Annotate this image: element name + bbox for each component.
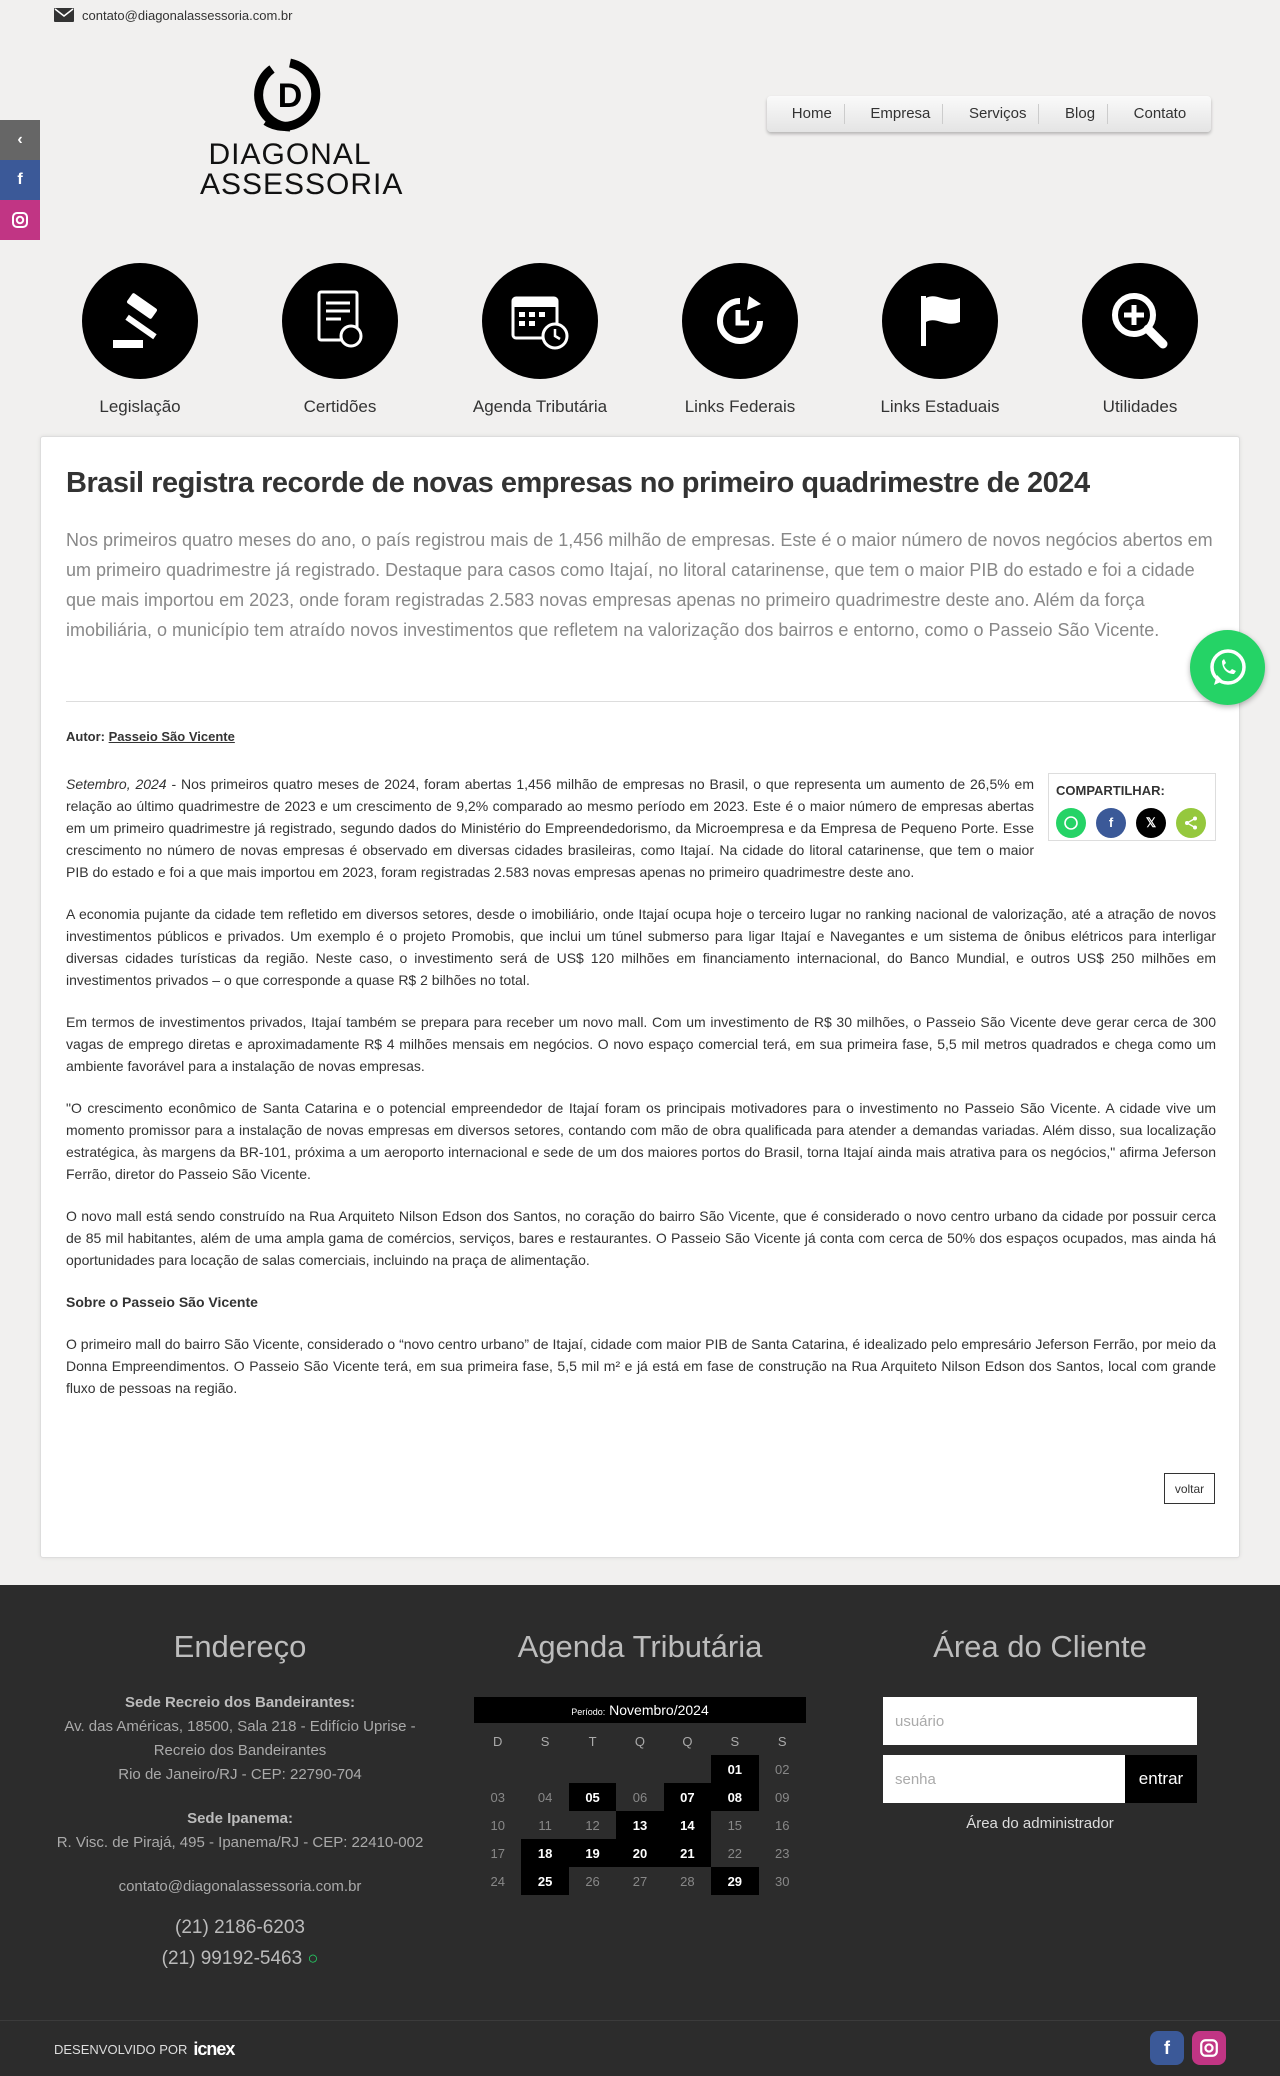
period-label: Período: xyxy=(571,1707,606,1717)
footer-phone-1[interactable]: (21) 2186-6203 xyxy=(175,1917,305,1938)
site-logo[interactable] xyxy=(200,55,404,201)
dev-label: DESENVOLVIDO POR xyxy=(54,2042,188,2057)
whatsapp-share-icon[interactable] xyxy=(1056,808,1086,838)
calendar-day: 04 xyxy=(537,1789,553,1805)
footer-address xyxy=(50,1585,430,1974)
calendar-day: 09 xyxy=(775,1789,790,1805)
quick-link-label: Links Estaduais xyxy=(880,397,1000,416)
calendar-day: 17 xyxy=(490,1845,505,1861)
paragraph: "O crescimento econômico de Santa Catarina e o potencial empreendedor de Itajaí foram os principais motivadores para o investimento no Passeio São Vicente. A cidade vive um momento promissor para a instalação de novas empresas em diversos setores, contando com mão de obra qualificada para atender a demandas variadas. Além disso, sua localização estratégica, às margens da BR-101, próxima a um aeroporto internacional e sede de um dos maiores portos do Brasil, torna Itajaí ainda mais atrativa para os negócios," afirma Jeferson Ferrão, diretor do Passeio São Vicente. xyxy=(66,1100,1216,1182)
gavel-icon xyxy=(105,286,175,356)
topbar-email[interactable]: contato@diagonalassessoria.com.br xyxy=(82,7,293,23)
clock-refresh-icon xyxy=(705,286,775,356)
sede1-line: Recreio dos Bandeirantes xyxy=(153,1742,327,1759)
calendar-day: 26 xyxy=(585,1873,600,1889)
facebook-share-icon[interactable]: f xyxy=(1096,808,1126,838)
calendar-weekday: Q xyxy=(682,1733,693,1749)
whatsapp-icon[interactable]: ○ xyxy=(307,1948,319,1968)
calendar-day-due[interactable]: 08 xyxy=(711,1783,758,1811)
password-input[interactable]: senha xyxy=(883,1755,1125,1803)
nav-blog[interactable]: Blog xyxy=(1053,104,1108,124)
login-button[interactable]: entrar xyxy=(1125,1755,1197,1803)
footer xyxy=(0,1585,1280,2020)
calendar-clock-icon xyxy=(505,286,575,356)
calendar-day: 10 xyxy=(490,1817,505,1833)
sede2-label: Sede Ipanema: xyxy=(187,1810,293,1827)
calendar-day-due[interactable]: 01 xyxy=(711,1755,758,1783)
developer-credit xyxy=(54,2039,234,2060)
nav-home[interactable]: Home xyxy=(780,104,845,124)
calendar-weekday: D xyxy=(493,1733,503,1749)
calendar-weekday: T xyxy=(588,1733,597,1749)
side-social-bar xyxy=(0,120,40,240)
username-input[interactable]: usuário xyxy=(883,1697,1197,1745)
share-icon[interactable] xyxy=(1176,808,1206,838)
chevron-left-icon[interactable]: ‹ xyxy=(0,120,40,160)
calendar-day: 11 xyxy=(538,1817,552,1833)
calendar-day-due[interactable]: 18 xyxy=(521,1839,568,1867)
author-link[interactable]: Passeio São Vicente xyxy=(108,729,235,744)
quick-link-label: Certidões xyxy=(303,397,377,416)
article-date: Setembro, 2024 xyxy=(66,776,167,792)
sede1-line: Rio de Janeiro/RJ - CEP: 22790-704 xyxy=(118,1766,362,1783)
share-box xyxy=(1048,773,1216,841)
sede1-label: Sede Recreio dos Bandeirantes: xyxy=(124,1694,356,1711)
calendar-day: 15 xyxy=(727,1817,743,1833)
quick-link-certidoes[interactable] xyxy=(240,263,440,417)
instagram-icon[interactable] xyxy=(0,200,40,240)
calendar-day: 03 xyxy=(490,1789,505,1805)
calendar-day: 16 xyxy=(775,1817,790,1833)
footer-address-title: Endereço xyxy=(173,1629,307,1664)
sede2-line: R. Visc. de Pirajá, 495 - Ipanema/RJ - CEP: 22410-002 xyxy=(56,1834,424,1851)
quick-link-federais[interactable] xyxy=(640,263,840,417)
calendar-day: 06 xyxy=(632,1789,648,1805)
calendar-day-due[interactable]: 13 xyxy=(616,1811,663,1839)
nav-contato[interactable]: Contato xyxy=(1133,105,1187,122)
calendar-week xyxy=(474,1811,806,1839)
share-label: COMPARTILHAR: xyxy=(1056,783,1165,798)
main-nav xyxy=(767,96,1211,132)
calendar-weekday: S xyxy=(730,1733,740,1749)
article-subtitle: Sobre o Passeio São Vicente xyxy=(66,1294,258,1310)
dev-brand[interactable]: icnex xyxy=(193,2039,235,2059)
nav-empresa[interactable]: Empresa xyxy=(858,104,943,124)
article-body xyxy=(66,773,1216,1419)
calendar-week xyxy=(474,1839,806,1867)
calendar-day: 30 xyxy=(775,1873,790,1889)
quick-link-agenda[interactable] xyxy=(440,263,640,417)
calendar-day: 02 xyxy=(775,1761,790,1777)
divider xyxy=(66,701,1216,702)
quick-link-label: Legislação xyxy=(99,397,181,416)
calendar-period: Novembro/2024 xyxy=(609,1702,709,1718)
quick-link-utilidades[interactable] xyxy=(1040,263,1240,417)
bottom-bar xyxy=(0,2020,1280,2076)
calendar-day-due[interactable]: 25 xyxy=(521,1867,568,1895)
calendar-day xyxy=(664,1755,711,1783)
quick-links xyxy=(40,263,1240,423)
footer-agenda xyxy=(474,1585,806,1665)
calendar-day-due[interactable]: 21 xyxy=(664,1839,711,1867)
logo-mark-icon xyxy=(250,55,330,135)
quick-link-estaduais[interactable] xyxy=(840,263,1040,417)
calendar-weekday: S xyxy=(777,1733,787,1749)
calendar-week xyxy=(474,1783,806,1811)
calendar-header xyxy=(474,1697,806,1723)
calendar-day: 27 xyxy=(632,1873,648,1889)
quick-link-legislacao[interactable] xyxy=(40,263,240,417)
quick-link-label: Agenda Tributária xyxy=(472,397,608,416)
footer-social xyxy=(1150,2031,1226,2065)
sede1-line: Av. das Américas, 18500, Sala 218 - Edifício Uprise - xyxy=(64,1718,416,1735)
calendar-day xyxy=(474,1755,521,1783)
admin-link[interactable]: Área do administrador xyxy=(966,1815,1114,1832)
paragraph: A economia pujante da cidade tem refletido em diversos setores, desde o imobiliário, onde Itajaí ocupa hoje o terceiro lugar no ranking nacional de valorização, até a atração de novos investimentos públicos e privados. Um exemplo é o projeto Promobis, que inclui um túnel submerso para ligar Itajaí e Navegantes e um sistema de ônibus elétricos para interligar diversas cidades turísticas da região. Neste caso, o investimento será de US$ 120 milhões em financiamento internacional, do Banco Mundial, e outros US$ 250 milhões em investimentos privados – o que corresponde a quase R$ 2 bilhões no total. xyxy=(66,906,1216,988)
calendar-day xyxy=(569,1755,616,1783)
back-button[interactable]: voltar xyxy=(1164,1473,1215,1504)
whatsapp-float-button[interactable] xyxy=(1190,630,1265,705)
calendar-week xyxy=(474,1867,806,1895)
calendar-day: 12 xyxy=(585,1817,600,1833)
calendar-day: 22 xyxy=(727,1845,743,1861)
calendar-table xyxy=(474,1727,806,1895)
calendar-day: 24 xyxy=(490,1873,505,1889)
quick-link-label: Links Federais xyxy=(684,397,796,416)
calendar-day-due[interactable]: 14 xyxy=(664,1811,711,1839)
quick-link-label: Utilidades xyxy=(1102,397,1178,416)
article-card xyxy=(40,436,1240,1558)
footer-email[interactable]: contato@diagonalassessoria.com.br xyxy=(118,1878,362,1895)
facebook-icon[interactable]: f xyxy=(1150,2031,1184,2065)
certificate-icon xyxy=(305,286,375,356)
calendar-day-due[interactable]: 05 xyxy=(569,1783,616,1811)
footer-client-title: Área do Cliente xyxy=(933,1629,1147,1664)
paragraph: Em termos de investimentos privados, Itajaí também se prepara para receber um novo mall. Com um investimento de R$ 30 milhões, o Passeio São Vicente deve gerar cerca de 300 vagas de emprego diretas e aproximadamente R$ 4 milhões mensais em negócios. O novo espaço comercial terá, em sua primeira fase, 5,5 mil metros quadrados e chega como um ambiente favorável para a instalação de novas empresas. xyxy=(66,1014,1216,1074)
calendar-day: 23 xyxy=(775,1845,790,1861)
tax-calendar xyxy=(474,1697,806,1895)
logo-line-1: DIAGONAL xyxy=(208,138,372,171)
nav-servicos[interactable]: Serviços xyxy=(957,104,1040,124)
logo-letter: D xyxy=(277,77,303,115)
envelope-icon xyxy=(54,8,74,22)
calendar-weekday: Q xyxy=(634,1733,646,1749)
calendar-day-due[interactable]: 20 xyxy=(616,1839,663,1867)
paragraph xyxy=(66,773,1216,883)
calendar-day: 28 xyxy=(680,1873,695,1889)
paragraph: O primeiro mall do bairro São Vicente, considerado o “novo centro urbano” de Itajaí, cidade com maior PIB de Santa Catarina, é idealizado pelo empresário Jeferson Ferrão, por meio da Donna Empreendimentos. O Passeio São Vicente terá, em sua primeira fase, 5,5 mil m² e já está em fase de construção na Rua Arquiteto Nilson Edson dos Santos, local com grande fluxo de pessoas na região. xyxy=(66,1336,1216,1396)
calendar-day xyxy=(616,1755,663,1783)
flag-icon xyxy=(905,286,975,356)
logo-line-2: ASSESSORIA xyxy=(200,168,404,201)
zoom-in-icon xyxy=(1105,286,1175,356)
article-lead: Nos primeiros quatro meses do ano, o país registrou mais de 1,456 milhão de empresas. Este é o maior número de novos negócios abertos em um primeiro quadrimestre já registrado. Destaque para casos como Itajaí, no litoral catarinense, que tem o maior PIB do estado e foi a cidade que mais importou em 2023, onde foram registradas 2.583 novas empresas apenas no primeiro quadrimestre deste ano. Além da força imobiliária, o município tem atraído novos investimentos que refletem na valorização dos bairros e entorno, como o Passeio São Vicente. xyxy=(66,530,1213,640)
footer-client xyxy=(883,1585,1197,1665)
instagram-icon[interactable] xyxy=(1192,2031,1226,2065)
paragraph-text: - Nos primeiros quatro meses de 2024, foram abertas 1,456 milhão de empresas no Brasil, o que representa um aumento de 26,5% em relação ao último quadrimestre de 2023 e um crescimento de 9,2% comparado ao mesmo período em 2023. Este é o maior número de empresas abertas em um primeiro quadrimestre já registrado, segundo dados do Ministério do Empreendedorismo, da Microempresa e da Empresa de Pequeno Porte. Esse crescimento no número de novas empresas é observado em diversas cidades brasileiras, como Itajaí. Na cidade do litoral catarinense, que tem o maior PIB do estado e foi a que mais importou em 2023, foram registradas 2.583 novas empresas apenas no primeiro quadrimestre deste ano. xyxy=(66,776,1034,880)
calendar-day-due[interactable]: 07 xyxy=(664,1783,711,1811)
footer-phone-2[interactable]: (21) 99192-5463 xyxy=(161,1948,303,1969)
calendar-day-due[interactable]: 29 xyxy=(711,1867,758,1895)
calendar-week xyxy=(474,1755,806,1783)
x-share-icon[interactable]: 𝕏 xyxy=(1136,808,1166,838)
footer-agenda-title: Agenda Tributária xyxy=(517,1629,763,1664)
facebook-icon[interactable]: f xyxy=(0,160,40,200)
client-login-form xyxy=(883,1697,1197,1832)
whatsapp-icon xyxy=(1205,645,1251,691)
calendar-day xyxy=(521,1755,568,1783)
paragraph: O novo mall está sendo construído na Rua Arquiteto Nilson Edson dos Santos, no coração do bairro São Vicente, que é considerado o novo centro urbano da cidade por possuir cerca de 85 mil habitantes, além de uma ampla gama de comércios, serviços, bares e restaurantes. O Passeio São Vicente já conta com cerca de 50% dos espaços ocupados, mas ainda há oportunidades para locação de salas comerciais, incluindo na praça de alimentação. xyxy=(66,1208,1216,1268)
author-label: Autor: xyxy=(66,729,105,744)
article-author xyxy=(66,729,235,744)
article-title: Brasil registra recorde de novas empresas no primeiro quadrimestre de 2024 xyxy=(66,467,1090,499)
topbar xyxy=(54,4,292,26)
calendar-day-due[interactable]: 19 xyxy=(569,1839,616,1867)
calendar-weekday: S xyxy=(540,1733,550,1749)
